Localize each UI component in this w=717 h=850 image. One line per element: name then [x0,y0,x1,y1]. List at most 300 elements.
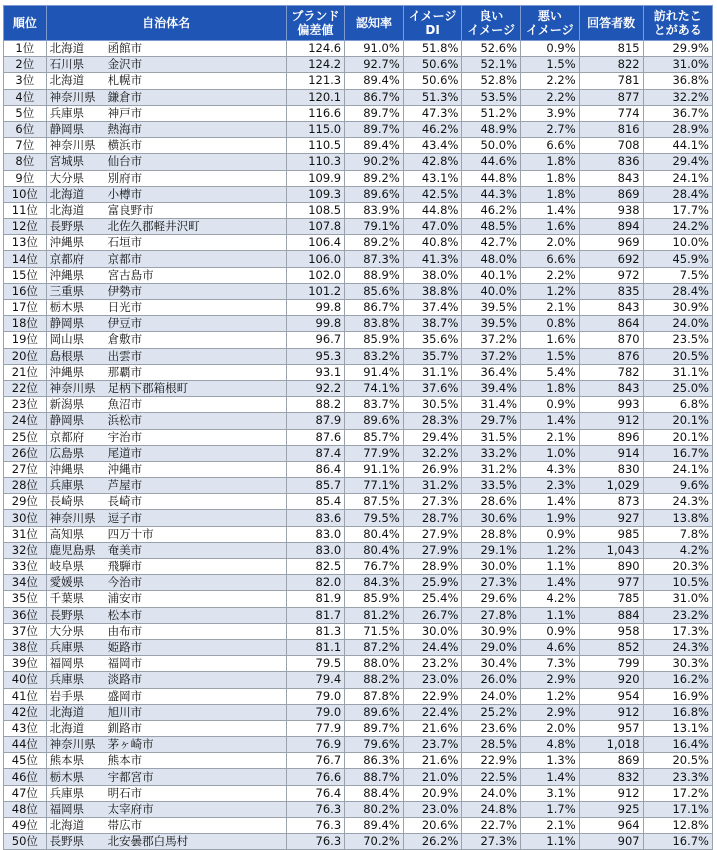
image-di-cell: 21.6% [403,720,462,736]
brand-score-cell: 76.6 [286,769,345,785]
ranking-table-container [3,5,713,850]
good-image-cell: 33.2% [462,445,521,461]
awareness-cell: 80.4% [345,526,404,542]
city-name: 沖縄市 [107,461,143,476]
good-image-cell: 44.6% [462,154,521,170]
good-image-cell: 52.1% [462,57,521,73]
brand-score-cell: 83.0 [286,542,345,558]
respondents-cell: 816 [579,121,643,137]
municipality-cell [46,834,286,850]
prefecture-name: 北海道 [49,202,85,217]
respondents-cell: 832 [579,769,643,785]
bad-image-cell: 2.0% [521,720,580,736]
awareness-cell: 89.4% [345,73,404,89]
visited-cell: 31.0% [643,591,712,607]
awareness-cell: 86.3% [345,753,404,769]
good-image-cell: 46.2% [462,202,521,218]
respondents-cell: 843 [579,170,643,186]
table-row [4,607,713,623]
visited-cell: 4.2% [643,542,712,558]
city-name: 富良野市 [107,202,154,217]
image-di-cell: 22.9% [403,688,462,704]
bad-image-cell: 1.8% [521,170,580,186]
good-image-cell: 37.2% [462,332,521,348]
respondents-cell: 907 [579,834,643,850]
respondents-cell: 993 [579,397,643,413]
brand-score-cell: 76.3 [286,801,345,817]
municipality-cell [46,138,286,154]
table-row [4,283,713,299]
prefecture-name: 静岡県 [49,316,85,331]
table-row [4,720,713,736]
prefecture-name: 神奈川県 [49,510,96,525]
municipality-cell [46,769,286,785]
brand-score-cell: 81.3 [286,623,345,639]
awareness-cell: 90.2% [345,154,404,170]
brand-score-cell: 77.9 [286,720,345,736]
brand-score-cell: 108.5 [286,202,345,218]
image-di-cell: 27.3% [403,494,462,510]
municipality-cell [46,623,286,639]
bad-image-cell: 3.9% [521,105,580,121]
rank-cell: 20位 [4,348,47,364]
table-row [4,526,713,542]
municipality-cell [46,445,286,461]
good-image-cell: 39.5% [462,300,521,316]
bad-image-cell: 2.9% [521,672,580,688]
respondents-cell: 884 [579,607,643,623]
visited-cell: 24.1% [643,170,712,186]
good-image-cell: 22.5% [462,769,521,785]
municipality-cell [46,283,286,299]
municipality-cell [46,170,286,186]
prefecture-name: 北海道 [49,720,85,735]
prefecture-name: 京都府 [49,429,85,444]
municipality-cell [46,89,286,105]
rank-cell: 19位 [4,332,47,348]
rank-cell: 18位 [4,316,47,332]
bad-image-cell: 3.1% [521,785,580,801]
municipality-cell [46,235,286,251]
table-row [4,154,713,170]
city-name: 奄美市 [107,542,143,557]
header-good-image-line2: イメージ [467,23,516,37]
good-image-cell: 24.8% [462,801,521,817]
good-image-cell: 27.8% [462,607,521,623]
brand-score-cell: 120.1 [286,89,345,105]
respondents-cell: 958 [579,623,643,639]
bad-image-cell: 4.8% [521,737,580,753]
city-name: 函館市 [107,41,143,56]
bad-image-cell: 1.8% [521,186,580,202]
municipality-cell [46,542,286,558]
visited-cell: 10.5% [643,575,712,591]
table-row [4,656,713,672]
image-di-cell: 25.4% [403,591,462,607]
awareness-cell: 89.6% [345,186,404,202]
visited-cell: 12.8% [643,818,712,834]
table-row [4,364,713,380]
table-row [4,623,713,639]
prefecture-name: 兵庫県 [49,478,85,493]
awareness-cell: 88.2% [345,672,404,688]
header-good-image-line1: 良い [479,9,504,23]
bad-image-cell: 6.6% [521,138,580,154]
good-image-cell: 28.8% [462,526,521,542]
bad-image-cell: 1.2% [521,283,580,299]
image-di-cell: 51.3% [403,89,462,105]
visited-cell: 20.3% [643,559,712,575]
table-row [4,478,713,494]
brand-score-cell: 96.7 [286,332,345,348]
table-row [4,445,713,461]
rank-cell: 10位 [4,186,47,202]
brand-score-cell: 86.4 [286,461,345,477]
municipality-cell [46,219,286,235]
image-di-cell: 20.6% [403,818,462,834]
prefecture-name: 長崎県 [49,494,85,509]
header-image-di-line1: イメージ [408,9,457,23]
good-image-cell: 52.8% [462,73,521,89]
image-di-cell: 38.8% [403,283,462,299]
rank-cell: 50位 [4,834,47,850]
awareness-cell: 87.2% [345,639,404,655]
bad-image-cell: 2.1% [521,429,580,445]
bad-image-cell: 2.9% [521,704,580,720]
respondents-cell: 954 [579,688,643,704]
visited-cell: 16.7% [643,445,712,461]
municipality-cell [46,186,286,202]
brand-score-cell: 88.2 [286,397,345,413]
respondents-cell: 977 [579,575,643,591]
city-name: 宮古島市 [107,267,154,282]
bad-image-cell: 2.0% [521,235,580,251]
awareness-cell: 74.1% [345,380,404,396]
city-name: 魚沼市 [107,397,143,412]
good-image-cell: 44.3% [462,186,521,202]
rank-cell: 25位 [4,429,47,445]
rank-cell: 39位 [4,656,47,672]
rank-cell: 43位 [4,720,47,736]
bad-image-cell: 1.2% [521,542,580,558]
table-row [4,332,713,348]
awareness-cell: 80.2% [345,801,404,817]
rank-cell: 30位 [4,510,47,526]
prefecture-name: 福岡県 [49,656,85,671]
image-di-cell: 31.2% [403,478,462,494]
brand-score-cell: 124.6 [286,41,345,57]
good-image-cell: 48.5% [462,219,521,235]
brand-score-cell: 85.7 [286,478,345,494]
prefecture-name: 神奈川県 [49,138,96,153]
bad-image-cell: 2.3% [521,478,580,494]
table-header [4,6,713,41]
header-image-di-line2: DI [425,23,440,37]
good-image-cell: 30.9% [462,623,521,639]
brand-score-cell: 81.1 [286,639,345,655]
respondents-cell: 869 [579,186,643,202]
prefecture-name: 神奈川県 [49,381,96,396]
rank-cell: 17位 [4,300,47,316]
header-row [4,6,713,41]
prefecture-name: 石川県 [49,57,85,72]
rank-cell: 6位 [4,121,47,137]
bad-image-cell: 4.6% [521,639,580,655]
visited-cell: 31.1% [643,364,712,380]
image-di-cell: 43.4% [403,138,462,154]
visited-cell: 13.8% [643,510,712,526]
respondents-cell: 972 [579,267,643,283]
table-row [4,704,713,720]
visited-cell: 24.3% [643,639,712,655]
bad-image-cell: 1.4% [521,202,580,218]
respondents-cell: 785 [579,591,643,607]
bad-image-cell: 1.4% [521,769,580,785]
bad-image-cell: 6.6% [521,251,580,267]
awareness-cell: 89.6% [345,413,404,429]
table-row [4,219,713,235]
visited-cell: 17.1% [643,801,712,817]
table-row [4,105,713,121]
good-image-cell: 24.0% [462,785,521,801]
good-image-cell: 29.0% [462,639,521,655]
rank-cell: 31位 [4,526,47,542]
municipality-cell [46,672,286,688]
header-rank: 順位 [4,6,47,41]
respondents-cell: 864 [579,316,643,332]
bad-image-cell: 1.1% [521,834,580,850]
prefecture-name: 岐阜県 [49,559,85,574]
good-image-cell: 29.7% [462,413,521,429]
rank-cell: 21位 [4,364,47,380]
bad-image-cell: 1.3% [521,753,580,769]
municipality-cell [46,478,286,494]
awareness-cell: 89.4% [345,138,404,154]
municipality-cell [46,494,286,510]
good-image-cell: 40.0% [462,283,521,299]
rank-cell: 29位 [4,494,47,510]
prefecture-name: 熊本県 [49,753,85,768]
header-bad-image-line1: 悪い [537,9,562,23]
municipality-cell [46,704,286,720]
table-row [4,575,713,591]
bad-image-cell: 0.9% [521,526,580,542]
image-di-cell: 38.7% [403,316,462,332]
city-name: 福岡市 [107,656,143,671]
visited-cell: 24.0% [643,316,712,332]
bad-image-cell: 1.9% [521,510,580,526]
city-name: 茅ヶ崎市 [107,737,154,752]
image-di-cell: 51.8% [403,41,462,57]
image-di-cell: 29.4% [403,429,462,445]
brand-score-cell: 79.0 [286,688,345,704]
table-row [4,121,713,137]
rank-cell: 36位 [4,607,47,623]
respondents-cell: 1,018 [579,737,643,753]
prefecture-name: 静岡県 [49,122,85,137]
municipality-cell [46,413,286,429]
awareness-cell: 89.2% [345,235,404,251]
respondents-cell: 822 [579,57,643,73]
awareness-cell: 77.9% [345,445,404,461]
rank-cell: 11位 [4,202,47,218]
visited-cell: 32.2% [643,89,712,105]
municipality-cell [46,267,286,283]
visited-cell: 20.1% [643,429,712,445]
prefecture-name: 鹿児島県 [49,542,96,557]
city-name: 芦屋市 [107,478,143,493]
municipality-cell [46,332,286,348]
rank-cell: 34位 [4,575,47,591]
brand-score-cell: 92.2 [286,380,345,396]
table-row [4,818,713,834]
municipality-cell [46,753,286,769]
good-image-cell: 23.6% [462,720,521,736]
bad-image-cell: 1.1% [521,559,580,575]
municipality-cell [46,300,286,316]
good-image-cell: 30.6% [462,510,521,526]
city-name: 小樽市 [107,186,143,201]
respondents-cell: 964 [579,818,643,834]
rank-cell: 8位 [4,154,47,170]
prefecture-name: 北海道 [49,704,85,719]
image-di-cell: 42.5% [403,186,462,202]
city-name: 熱海市 [107,122,143,137]
brand-score-cell: 76.7 [286,753,345,769]
good-image-cell: 25.2% [462,704,521,720]
header-municipality: 自治体名 [46,6,286,41]
brand-score-cell: 124.2 [286,57,345,73]
header-bad-image [521,6,580,41]
prefecture-name: 北海道 [49,41,85,56]
bad-image-cell: 0.8% [521,316,580,332]
prefecture-name: 神奈川県 [49,89,96,104]
image-di-cell: 26.9% [403,461,462,477]
respondents-cell: 912 [579,785,643,801]
awareness-cell: 88.4% [345,785,404,801]
brand-score-cell: 116.6 [286,105,345,121]
city-name: 伊勢市 [107,283,143,298]
table-row [4,170,713,186]
table-row [4,380,713,396]
respondents-cell: 873 [579,494,643,510]
prefecture-name: 大分県 [49,170,85,185]
visited-cell: 6.8% [643,397,712,413]
awareness-cell: 86.7% [345,89,404,105]
city-name: 姫路市 [107,640,143,655]
rank-cell: 16位 [4,283,47,299]
city-name: 北安曇郡白馬村 [107,834,189,849]
image-di-cell: 37.6% [403,380,462,396]
visited-cell: 24.2% [643,219,712,235]
rank-cell: 49位 [4,818,47,834]
image-di-cell: 27.9% [403,542,462,558]
awareness-cell: 91.1% [345,461,404,477]
brand-score-cell: 109.9 [286,170,345,186]
image-di-cell: 42.8% [403,154,462,170]
image-di-cell: 23.2% [403,656,462,672]
city-name: 神戸市 [107,105,143,120]
brand-score-cell: 109.3 [286,186,345,202]
image-di-cell: 23.0% [403,801,462,817]
awareness-cell: 85.9% [345,332,404,348]
good-image-cell: 24.0% [462,688,521,704]
brand-score-cell: 87.6 [286,429,345,445]
table-row [4,251,713,267]
respondents-cell: 912 [579,704,643,720]
awareness-cell: 89.6% [345,704,404,720]
municipality-cell [46,461,286,477]
respondents-cell: 969 [579,235,643,251]
good-image-cell: 48.9% [462,121,521,137]
brand-score-cell: 121.3 [286,73,345,89]
respondents-cell: 1,029 [579,478,643,494]
table-row [4,639,713,655]
prefecture-name: 高知県 [49,526,85,541]
city-name: 横浜市 [107,138,143,153]
city-name: 明石市 [107,785,143,800]
good-image-cell: 31.2% [462,461,521,477]
brand-score-cell: 95.3 [286,348,345,364]
table-row [4,510,713,526]
municipality-cell [46,397,286,413]
prefecture-name: 千葉県 [49,591,85,606]
good-image-cell: 39.4% [462,380,521,396]
good-image-cell: 28.6% [462,494,521,510]
prefecture-name: 神奈川県 [49,737,96,752]
good-image-cell: 31.5% [462,429,521,445]
rank-cell: 40位 [4,672,47,688]
bad-image-cell: 1.1% [521,607,580,623]
city-name: 宇都宮市 [107,769,154,784]
prefecture-name: 大分県 [49,623,85,638]
good-image-cell: 42.7% [462,235,521,251]
awareness-cell: 83.9% [345,202,404,218]
table-row [4,834,713,850]
city-name: 旭川市 [107,704,143,719]
visited-cell: 20.5% [643,348,712,364]
table-row [4,138,713,154]
awareness-cell: 89.2% [345,170,404,186]
brand-score-cell: 93.1 [286,364,345,380]
header-brand-score [286,6,345,41]
prefecture-name: 兵庫県 [49,105,85,120]
visited-cell: 20.1% [643,413,712,429]
image-di-cell: 28.3% [403,413,462,429]
bad-image-cell: 1.4% [521,413,580,429]
rank-cell: 26位 [4,445,47,461]
table-row [4,413,713,429]
municipality-cell [46,202,286,218]
header-visited-line2: とがある [653,23,702,37]
city-name: 京都市 [107,251,143,266]
respondents-cell: 877 [579,89,643,105]
municipality-cell [46,737,286,753]
table-row [4,461,713,477]
bad-image-cell: 2.7% [521,121,580,137]
prefecture-name: 長野県 [49,219,85,234]
image-di-cell: 27.9% [403,526,462,542]
awareness-cell: 70.2% [345,834,404,850]
table-row [4,267,713,283]
table-row [4,186,713,202]
awareness-cell: 79.1% [345,219,404,235]
respondents-cell: 870 [579,332,643,348]
bad-image-cell: 2.2% [521,267,580,283]
brand-score-cell: 81.7 [286,607,345,623]
brand-score-cell: 79.0 [286,704,345,720]
awareness-cell: 79.5% [345,510,404,526]
